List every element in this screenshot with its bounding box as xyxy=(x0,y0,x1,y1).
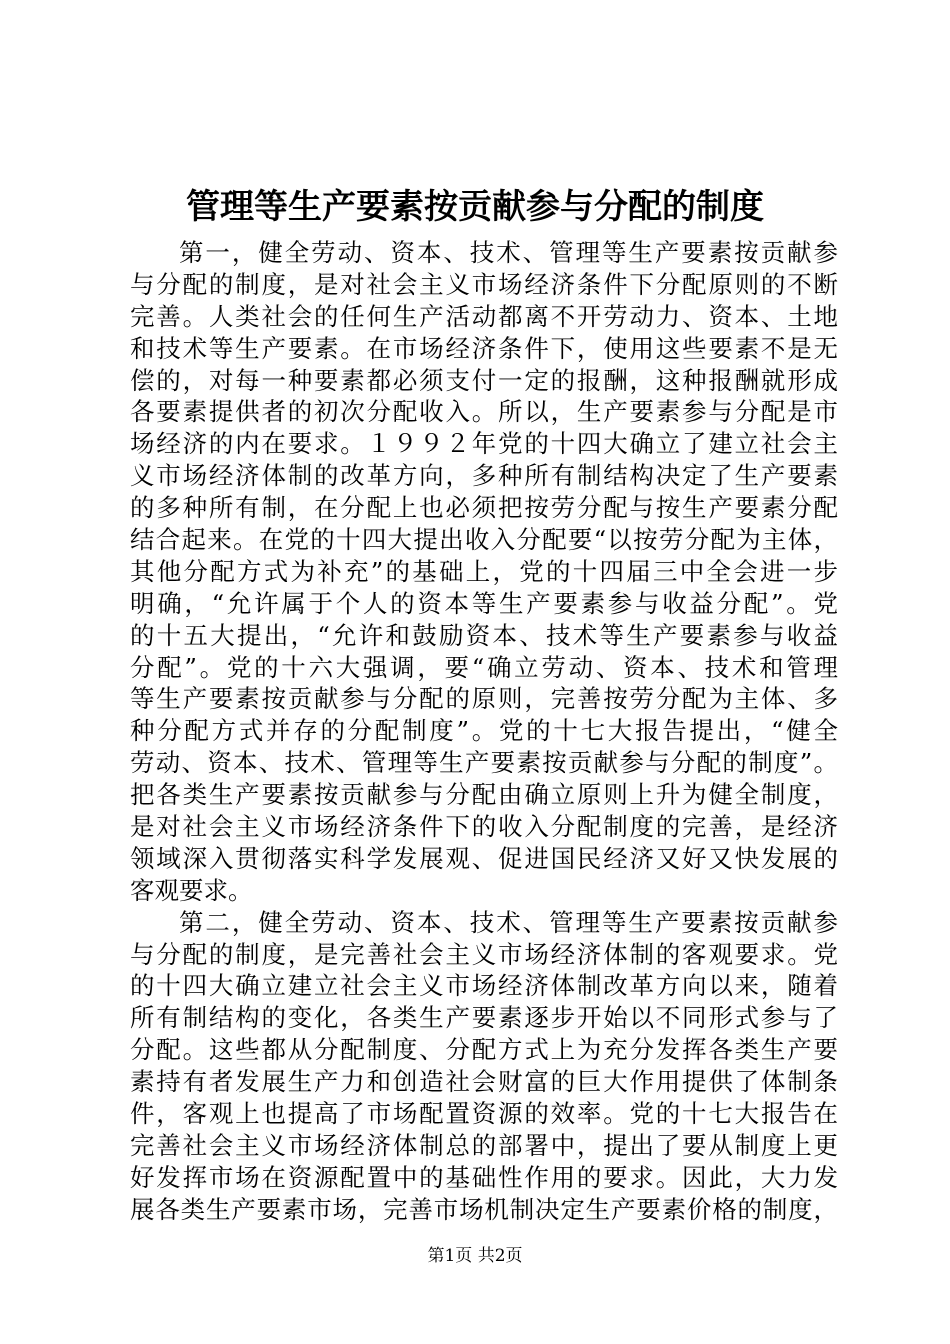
paragraph-line: 分配”。党的十六大强调，要“确立劳动、资本、技术和管理 xyxy=(130,652,838,682)
paragraph-line: 第二，健全劳动、资本、技术、管理等生产要素按贡献参 xyxy=(179,907,838,937)
paragraph-line: 客观要求。 xyxy=(130,875,253,905)
paragraph-line: 领域深入贯彻落实科学发展观、促进国民经济又好又快发展的 xyxy=(130,843,838,873)
paragraph-line: 与分配的制度，是完善社会主义市场经济体制的客观要求。党 xyxy=(130,939,838,969)
paragraph-line: 的多种所有制，在分配上也必须把按劳分配与按生产要素分配 xyxy=(130,493,838,523)
paragraph-line: 与分配的制度，是对社会主义市场经济条件下分配原则的不断 xyxy=(130,269,838,299)
paragraph-line: 等生产要素按贡献参与分配的原则，完善按劳分配为主体、多 xyxy=(130,684,838,714)
paragraph-line: 完善。人类社会的任何生产活动都离不开劳动力、资本、土地 xyxy=(130,301,838,331)
paragraph-line: 素持有者发展生产力和创造社会财富的巨大作用提供了体制条 xyxy=(130,1067,838,1097)
paragraph-line: 把各类生产要素按贡献参与分配由确立原则上升为健全制度， xyxy=(130,780,838,810)
paragraph-line: 是对社会主义市场经济条件下的收入分配制度的完善，是经济 xyxy=(130,812,838,842)
paragraph-line: 其他分配方式为补充”的基础上，党的十四届三中全会进一步 xyxy=(130,556,838,586)
paragraph-line: 偿的，对每一种要素都必须支付一定的报酬，这种报酬就形成 xyxy=(130,365,838,395)
paragraph-line: 件，客观上也提高了市场配置资源的效率。党的十七大报告在 xyxy=(130,1099,838,1129)
paragraph-line: 明确，“允许属于个人的资本等生产要素参与收益分配”。党 xyxy=(130,588,838,618)
paragraph-line: 各要素提供者的初次分配收入。所以，生产要素参与分配是市 xyxy=(130,397,838,427)
paragraph-line: 展各类生产要素市场，完善市场机制决定生产要素价格的制度， xyxy=(130,1194,838,1224)
paragraph-2 xyxy=(130,907,838,1226)
paragraph-1 xyxy=(130,237,838,907)
page-footer: 第1页 共2页 xyxy=(427,1246,523,1266)
document-body xyxy=(130,237,838,1226)
paragraph-line: 的十四大确立建立社会主义市场经济体制改革方向以来，随着 xyxy=(130,971,838,1001)
paragraph-line: 分配。这些都从分配制度、分配方式上为充分发挥各类生产要 xyxy=(130,1035,838,1065)
paragraph-line: 完善社会主义市场经济体制总的部署中，提出了要从制度上更 xyxy=(130,1130,838,1160)
document-title: 管理等生产要素按贡献参与分配的制度 xyxy=(186,187,764,227)
paragraph-line: 好发挥市场在资源配置中的基础性作用的要求。因此，大力发 xyxy=(130,1162,838,1192)
paragraph-line: 的十五大提出，“允许和鼓励资本、技术等生产要素参与收益 xyxy=(130,620,838,650)
paragraph-line: 劳动、资本、技术、管理等生产要素按贡献参与分配的制度”。 xyxy=(130,748,838,778)
paragraph-line: 种分配方式并存的分配制度”。党的十七大报告提出，“健全 xyxy=(130,716,838,746)
paragraph-line: 义市场经济体制的改革方向，多种所有制结构决定了生产要素 xyxy=(130,461,838,491)
paragraph-line: 和技术等生产要素。在市场经济条件下，使用这些要素不是无 xyxy=(130,333,838,363)
paragraph-line: 第一，健全劳动、资本、技术、管理等生产要素按贡献参 xyxy=(179,238,838,267)
paragraph-line: 场经济的内在要求。１９９２年党的十四大确立了建立社会主 xyxy=(130,429,838,459)
paragraph-line: 所有制结构的变化，各类生产要素逐步开始以不同形式参与了 xyxy=(130,1003,838,1033)
paragraph-line: 结合起来。在党的十四大提出收入分配要“以按劳分配为主体， xyxy=(130,525,838,555)
